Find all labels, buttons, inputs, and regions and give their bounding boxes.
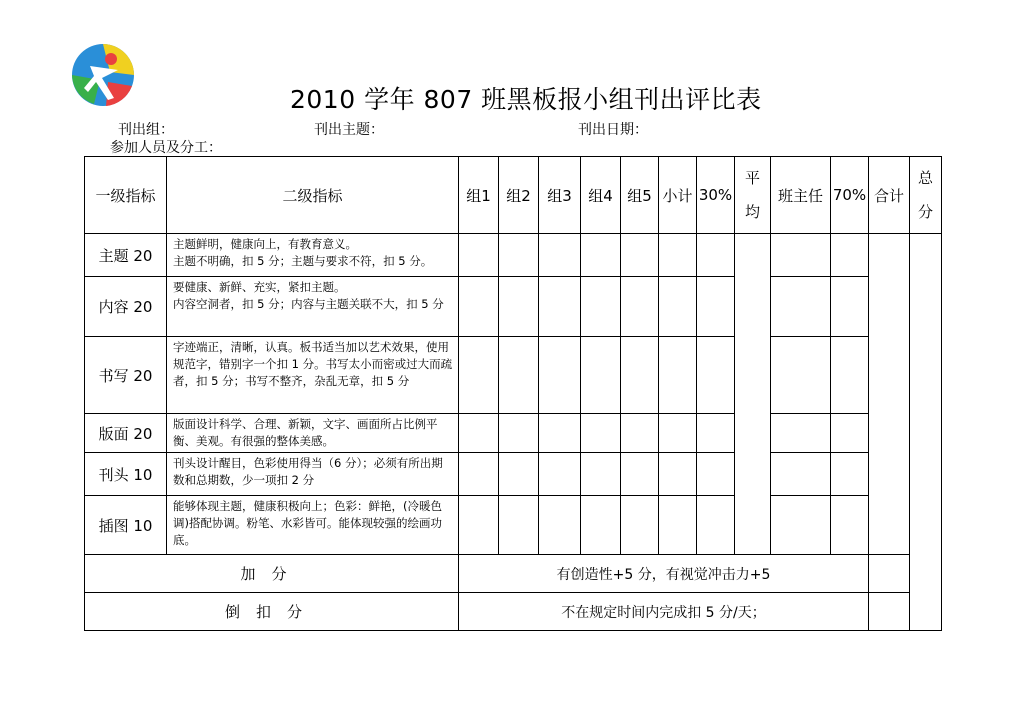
header-group-1: 组1 — [459, 157, 499, 234]
table-row — [85, 453, 942, 496]
score-cell-group-3[interactable] — [539, 277, 581, 337]
score-cell-group-5[interactable] — [621, 453, 659, 496]
average-cell[interactable] — [735, 234, 771, 555]
header-average-char-2: 均 — [744, 203, 760, 221]
score-cell-group-1[interactable] — [459, 414, 499, 453]
header-pct70: 70% — [831, 157, 869, 234]
score-cell-group-2[interactable] — [499, 453, 539, 496]
level1-cell: 插图 10 — [85, 496, 167, 555]
table-row — [85, 234, 942, 277]
score-cell-group-1[interactable] — [459, 453, 499, 496]
level1-cell: 内容 20 — [85, 277, 167, 337]
score-cell-group-3[interactable] — [539, 337, 581, 414]
score-cell-group-3[interactable] — [539, 414, 581, 453]
pct30-cell[interactable] — [697, 277, 735, 337]
level1-cell: 刊头 10 — [85, 453, 167, 496]
score-cell-group-4[interactable] — [581, 414, 621, 453]
score-cell-group-2[interactable] — [499, 277, 539, 337]
theme-label: 刊出主题： — [314, 122, 384, 138]
score-cell-group-1[interactable] — [459, 234, 499, 277]
level2-cell: 刊头设计醒目，色彩使用得当（6 分）；必须有所出期数和总期数，少一项扣 2 分 — [167, 453, 459, 496]
score-cell-group-4[interactable] — [581, 277, 621, 337]
pct70-cell[interactable] — [831, 277, 869, 337]
header-combined: 合计 — [869, 157, 910, 234]
score-cell-group-5[interactable] — [621, 414, 659, 453]
subtotal-cell[interactable] — [659, 277, 697, 337]
score-cell-group-5[interactable] — [621, 234, 659, 277]
score-cell-group-3[interactable] — [539, 496, 581, 555]
teacher-score-cell[interactable] — [771, 234, 831, 277]
header-total — [910, 157, 942, 234]
header-level1: 一级指标 — [85, 157, 167, 234]
level1-cell: 主题 20 — [85, 234, 167, 277]
bonus-row — [85, 555, 942, 593]
teacher-score-cell[interactable] — [771, 277, 831, 337]
deduction-row — [85, 593, 942, 631]
header-group-2: 组2 — [499, 157, 539, 234]
level2-cell: 要健康、新鲜、充实，紧扣主题。 内容空洞者，扣 5 分；内容与主题关联不大，扣 5 分 — [167, 277, 459, 337]
score-cell-group-1[interactable] — [459, 337, 499, 414]
header-total-char-2: 分 — [917, 203, 933, 221]
header-average — [735, 157, 771, 234]
members-label: 参加人员及分工： — [110, 140, 222, 156]
pct70-cell[interactable] — [831, 453, 869, 496]
level2-cell: 字迹端正，清晰，认真。板书适当加以艺术效果，使用规范字，错别字一个扣 1 分。书写太小而密或过大而疏者，扣 5 分；书写不整齐，杂乱无章，扣 5 分 — [167, 337, 459, 414]
header-group-5: 组5 — [621, 157, 659, 234]
subtotal-cell[interactable] — [659, 453, 697, 496]
pct70-cell[interactable] — [831, 414, 869, 453]
teacher-score-cell[interactable] — [771, 453, 831, 496]
pct70-cell[interactable] — [831, 234, 869, 277]
header-row — [85, 157, 942, 234]
teacher-score-cell[interactable] — [771, 496, 831, 555]
pct30-cell[interactable] — [697, 337, 735, 414]
level1-cell: 版面 20 — [85, 414, 167, 453]
header-teacher: 班主任 — [771, 157, 831, 234]
level2-cell: 版面设计科学、合理、新颖，文字、画面所占比例平衡、美观。有很强的整体美感。 — [167, 414, 459, 453]
header-total-char-1: 总 — [917, 169, 933, 187]
score-cell-group-4[interactable] — [581, 453, 621, 496]
score-cell-group-1[interactable] — [459, 277, 499, 337]
evaluation-table — [84, 156, 942, 631]
header-average-char-1: 平 — [744, 169, 760, 187]
deduction-score-cell[interactable] — [869, 593, 910, 631]
score-cell-group-3[interactable] — [539, 453, 581, 496]
table-row — [85, 496, 942, 555]
page-title: 2010 学年 807 班黑板报小组刊出评比表 — [290, 85, 762, 114]
pct70-cell[interactable] — [831, 337, 869, 414]
score-cell-group-5[interactable] — [621, 496, 659, 555]
bonus-score-cell[interactable] — [869, 555, 910, 593]
bonus-criteria: 有创造性+5 分，有视觉冲击力+5 — [459, 555, 869, 593]
group-label: 刊出组： — [118, 122, 174, 138]
header-pct30: 30% — [697, 157, 735, 234]
pct30-cell[interactable] — [697, 453, 735, 496]
deduction-label: 倒扣分 — [85, 593, 459, 631]
score-cell-group-4[interactable] — [581, 337, 621, 414]
header-subtotal: 小计 — [659, 157, 697, 234]
pct30-cell[interactable] — [697, 414, 735, 453]
pct30-cell[interactable] — [697, 496, 735, 555]
pct30-cell[interactable] — [697, 234, 735, 277]
header-level2: 二级指标 — [167, 157, 459, 234]
school-logo — [70, 42, 136, 108]
level2-cell: 能够体现主题，健康积极向上；色彩：鲜艳，(冷暖色调)搭配协调。粉笔、水彩皆可。能体现较强的绘画功底。 — [167, 496, 459, 555]
score-cell-group-4[interactable] — [581, 496, 621, 555]
combined-cell[interactable] — [869, 234, 910, 555]
score-cell-group-4[interactable] — [581, 234, 621, 277]
score-cell-group-2[interactable] — [499, 414, 539, 453]
table-row — [85, 277, 942, 337]
score-cell-group-3[interactable] — [539, 234, 581, 277]
score-cell-group-2[interactable] — [499, 234, 539, 277]
table-row — [85, 337, 942, 414]
subtotal-cell[interactable] — [659, 496, 697, 555]
header-group-4: 组4 — [581, 157, 621, 234]
level1-cell: 书写 20 — [85, 337, 167, 414]
score-cell-group-1[interactable] — [459, 496, 499, 555]
deduction-criteria: 不在规定时间内完成扣 5 分/天； — [459, 593, 869, 631]
pct70-cell[interactable] — [831, 496, 869, 555]
bonus-label: 加分 — [85, 555, 459, 593]
total-score-cell[interactable] — [910, 234, 942, 631]
subtotal-cell[interactable] — [659, 414, 697, 453]
teacher-score-cell[interactable] — [771, 414, 831, 453]
date-label: 刊出日期： — [578, 122, 648, 138]
subtotal-cell[interactable] — [659, 337, 697, 414]
header-group-3: 组3 — [539, 157, 581, 234]
score-cell-group-5[interactable] — [621, 337, 659, 414]
score-cell-group-2[interactable] — [499, 337, 539, 414]
score-cell-group-2[interactable] — [499, 496, 539, 555]
table-row — [85, 414, 942, 453]
subtotal-cell[interactable] — [659, 234, 697, 277]
teacher-score-cell[interactable] — [771, 337, 831, 414]
score-cell-group-5[interactable] — [621, 277, 659, 337]
level2-cell: 主题鲜明，健康向上，有教育意义。 主题不明确，扣 5 分；主题与要求不符，扣 5 分。 — [167, 234, 459, 277]
